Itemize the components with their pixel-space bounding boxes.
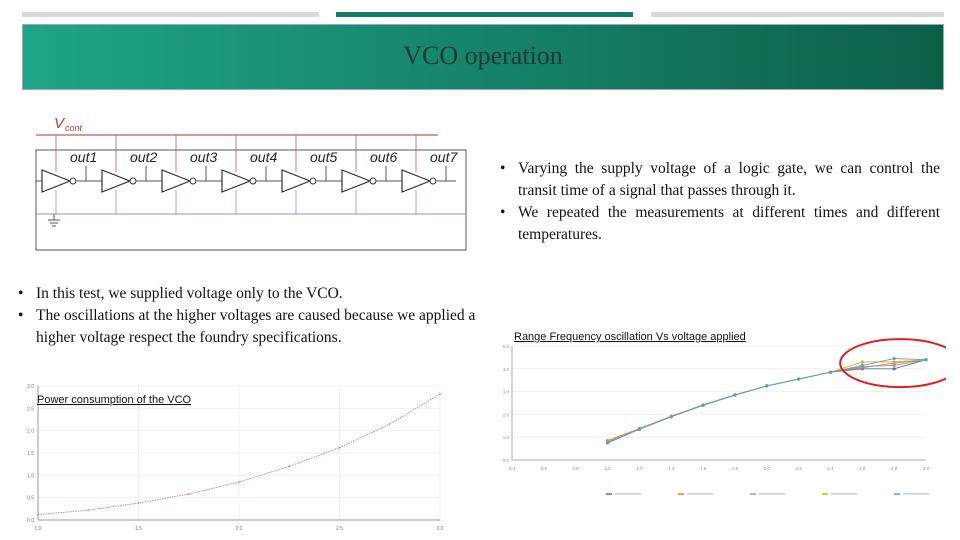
frequency-voltage-chart [486,322,946,502]
frequency-point [829,371,832,374]
inverter-bubble [250,178,256,184]
legend-entry-4 [831,493,857,495]
list-item [18,283,480,305]
x-tick-label: 3.0 [436,526,444,532]
inverter-bubble [430,178,436,184]
frequency-point [797,377,800,380]
x-tick-label: 0.6 [540,466,547,471]
bullet-text: Varying the supply voltage of a logic gate, we can control the transit time of a signal that passes through it. [518,160,940,199]
legend-entry-3 [759,493,785,495]
legend-entry-5 [903,493,929,495]
frequency-point [638,428,641,431]
x-tick-label: 1.0 [604,466,611,471]
output-label-5: out5 [310,149,338,165]
frequency-point [861,360,864,363]
power-point [188,493,190,495]
x-tick-label: 1.6 [699,466,707,471]
output-label-2: out2 [130,149,158,165]
inverter-bubble [310,178,316,184]
y-tick-label: 0.0 [27,518,34,524]
y-tick-label: 3.0 [502,389,509,395]
inverter-3 [162,170,190,192]
bullet-glyph: • [500,160,506,177]
frequency-point [670,415,673,418]
power-point [238,481,240,483]
frequency-chart-caption: Range Frequency oscillation Vs voltage applied [514,331,746,343]
list-item [500,158,940,202]
title-banner [22,24,944,90]
bullet-glyph: • [500,204,506,221]
page-title: VCO operation [403,41,563,70]
x-tick-label: 2.2 [795,466,802,471]
inverter-bubble [370,178,376,184]
x-tick-label: 0.4 [508,466,516,471]
y-tick-label: 0.0 [502,458,509,463]
right-bullet-list [500,158,940,246]
inverter-bubble [190,178,196,184]
list-item [500,202,940,246]
y-tick-label: 1.5 [27,451,34,457]
legend-entry-1 [615,493,641,495]
frequency-series-4 [608,360,926,443]
top-bar-left [22,12,319,17]
power-point [339,447,341,449]
frequency-point [893,367,896,370]
x-tick-label: 1.4 [668,466,675,471]
frequency-point [924,358,927,361]
x-tick-label: 2.0 [763,466,770,471]
inverter-6 [342,170,370,192]
frequency-point [893,364,896,367]
frequency-series-3 [608,360,926,442]
inverter-bubble [130,178,136,184]
output-label-1: out1 [70,149,98,165]
y-tick-label: 1.0 [27,473,34,480]
frequency-point [606,441,609,444]
frequency-point [733,393,736,396]
bullet-text: In this test, we supplied voltage only to the VCO. [36,285,343,302]
power-chart-caption: Power consumption of the VCO [37,394,192,406]
top-bar-right [651,12,944,17]
ground-symbol [48,214,60,226]
y-tick-label: 3.0 [27,384,34,390]
x-tick-label: 2.4 [827,466,834,471]
x-tick-label: 1.5 [135,526,142,532]
y-tick-label: 1.0 [502,435,509,441]
inverter-4 [222,170,250,192]
inverter-2 [102,170,130,192]
bullet-text: We repeated the measurements at different times and different temperatures. [518,204,940,243]
bullet-glyph: • [18,307,24,324]
x-tick-label: 2.8 [891,466,898,471]
x-tick-label: 3.0 [922,466,930,471]
legend-entry-2 [687,493,713,495]
bullet-glyph: • [18,285,24,302]
y-tick-label: 0.5 [27,495,34,502]
y-tick-label: 5.0 [502,344,509,349]
loop-frame [36,150,466,250]
x-tick-label: 2.0 [235,526,243,532]
inverter-5 [282,170,310,192]
y-tick-label: 2.0 [27,428,34,435]
x-tick-label: 1.8 [731,466,739,471]
y-tick-label: 2.0 [502,412,509,418]
ring-oscillator-diagram [28,108,468,253]
frequency-series-2 [608,360,926,441]
frequency-series-1 [608,360,926,443]
x-tick-label: 2.5 [336,526,343,532]
x-tick-label: 1.2 [636,466,643,471]
frequency-point [893,360,896,363]
output-label-3: out3 [190,149,218,165]
power-point [389,423,391,425]
output-label-4: out4 [250,149,278,165]
power-point [87,509,89,511]
power-point [138,502,140,504]
left-bullet-list [18,283,480,349]
x-tick-label: 2.6 [859,466,866,471]
power-point [288,466,290,468]
vcont-label: V [54,115,65,132]
frequency-point [701,404,704,407]
power-point [37,514,39,516]
inverter-bubble [70,178,76,184]
frequency-series-5 [608,359,926,443]
frequency-point [765,384,768,387]
x-tick-label: 0.8 [572,466,579,471]
bullet-text: The oscillations at the higher voltages are caused because we applied a higher voltage respect the foundry specifications. [36,307,476,346]
inverter-7 [402,170,430,192]
vcont-subscript: cont [65,123,83,133]
frequency-point [893,357,896,360]
y-tick-label: 4.0 [502,366,509,372]
output-label-7: out7 [430,149,458,165]
output-label-6: out6 [370,149,398,165]
inverter-1 [42,170,70,192]
top-bar-center [336,12,633,17]
x-tick-label: 1.0 [34,526,42,532]
power-point [439,393,441,395]
list-item [18,305,480,349]
y-tick-label: 2.5 [27,406,34,413]
frequency-point [861,364,864,367]
